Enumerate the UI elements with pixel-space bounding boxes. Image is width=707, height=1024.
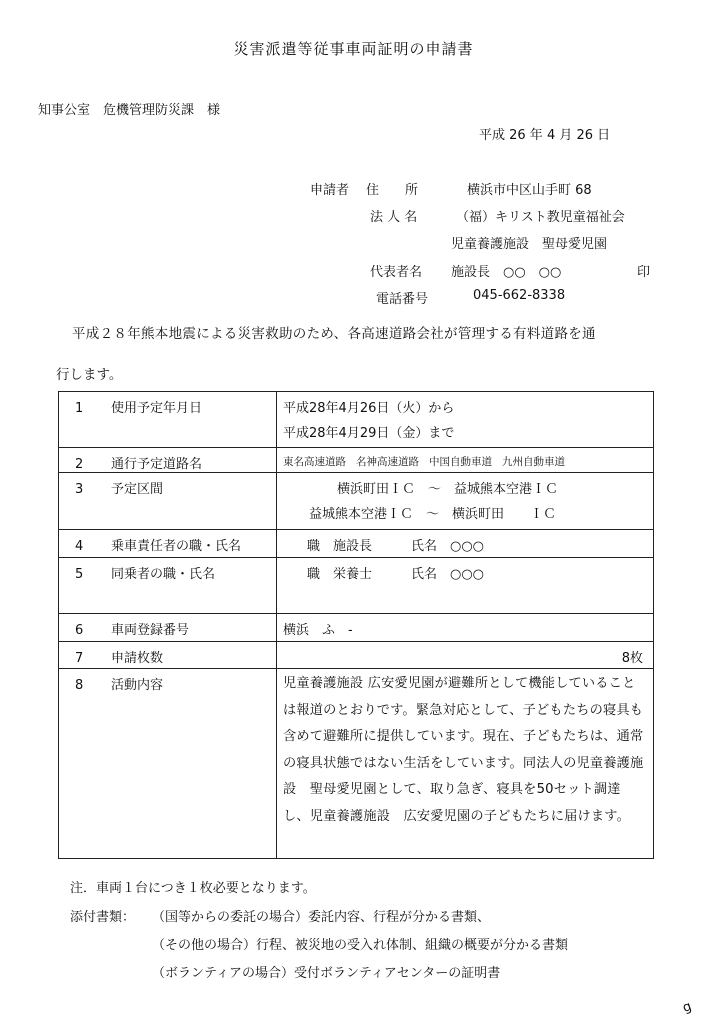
table-row <box>59 614 654 642</box>
row-label: 申請枚数 <box>111 651 164 666</box>
road-name: 九州自動車道 <box>502 456 565 468</box>
table-row <box>59 473 654 530</box>
road-names <box>277 448 653 469</box>
row-number: 3 <box>75 482 84 497</box>
attachment-label: 添付書類： <box>70 910 136 925</box>
attachment-item: （ボランティアの場合）受付ボランティアセンターの証明書 <box>152 966 501 981</box>
row-label: 同乗者の職・氏名 <box>111 567 216 582</box>
representative-row <box>0 261 707 281</box>
corp-value: （福）キリスト教児童福祉会 <box>456 210 625 225</box>
row-number: 5 <box>75 567 84 582</box>
use-date-to: 平成28年4月29日（金）まで <box>283 426 455 441</box>
passenger-name: 職 栄養士 氏名 ○○○ <box>307 567 485 582</box>
table-row <box>59 669 654 859</box>
stray-mark: g <box>680 999 694 1016</box>
applicant-address-row <box>0 179 707 199</box>
route-return: 益城熊本空港ＩＣ ～ 横浜町田 ＩＣ <box>309 507 557 522</box>
sheet-count: 8枚 <box>621 651 643 666</box>
seal-mark: 印 <box>637 265 651 280</box>
row-number: 4 <box>75 539 84 554</box>
phone-value: 045-662-8338 <box>473 288 566 303</box>
road-name: 東名高速道路 <box>283 456 346 468</box>
road-name: 中国自動車道 <box>429 456 492 468</box>
row-number: 1 <box>75 401 84 416</box>
row-label: 使用予定年月日 <box>111 401 203 416</box>
row-number: 6 <box>75 623 84 638</box>
attachment-item: （国等からの委託の場合）委託内容、行程が分かる書類、 <box>152 910 491 925</box>
use-date-from: 平成28年4月26日（火）から <box>283 401 455 416</box>
table-row <box>59 392 654 448</box>
row-label: 車両登録番号 <box>111 623 190 638</box>
intro-line-2: 行します。 <box>56 367 123 383</box>
rep-label: 代表者名 <box>370 265 423 280</box>
row-number: 8 <box>75 678 84 693</box>
road-name: 名神高速道路 <box>356 456 419 468</box>
corp-row <box>0 206 707 226</box>
address-label: 住 所 <box>366 183 419 198</box>
application-date: 平成 26 年 4 月 26 日 <box>479 128 611 143</box>
table-row <box>59 558 654 614</box>
document-title: 災害派遣等従事車両証明の申請書 <box>233 40 474 58</box>
table-row <box>59 642 654 669</box>
note-line: 注．車両１台につき１枚必要となります。 <box>70 881 316 896</box>
row-number: 2 <box>75 457 84 472</box>
table-row <box>59 530 654 558</box>
table-row <box>59 448 654 473</box>
applicant-label: 申請者 <box>310 183 350 198</box>
intro-line-1: 平成２８年熊本地震による災害救助のため、各高速道路会社が管理する有料道路を通 <box>72 326 596 342</box>
row-label: 予定区間 <box>111 482 164 497</box>
address-value: 横浜市中区山手町 68 <box>467 183 592 198</box>
phone-row <box>0 288 707 308</box>
addressee: 知事公室 危機管理防災課 様 <box>38 103 221 118</box>
activity-description: 児童養護施設 広安愛児園が避難所として機能していることは報道のとおりです。緊急対応として、子どもたちの寝具も含めて避難所に提供しています。現在、子どもたちは、通常の寝具状態ではない生活をしています。同法人の児童養護施設 聖母愛児園として、取り急ぎ、寝具を50セット調達し、児童養護施設 広安愛児園の子どもたちに届けます。 <box>283 676 644 824</box>
attachment-item: （その他の場合）行程、被災地の受入れ体制、組織の概要が分かる書類 <box>152 938 569 953</box>
application-form-table <box>58 391 654 859</box>
corp-label: 法 人 名 <box>370 210 418 225</box>
driver-name: 職 施設長 氏名 ○○○ <box>307 539 485 554</box>
route-outbound: 横浜町田ＩＣ ～ 益城熊本空港ＩＣ <box>337 482 559 497</box>
facility-row <box>0 233 707 253</box>
row-label: 活動内容 <box>111 678 164 693</box>
vehicle-registration: 横浜 ふ - <box>283 623 353 638</box>
facility-name: 児童養護施設 聖母愛児園 <box>451 237 608 252</box>
row-label: 通行予定道路名 <box>111 457 203 472</box>
rep-value: 施設長 ○○ ○○ <box>451 265 562 280</box>
row-number: 7 <box>75 651 84 666</box>
row-label: 乗車責任者の職・氏名 <box>111 539 242 554</box>
phone-label: 電話番号 <box>376 292 429 307</box>
